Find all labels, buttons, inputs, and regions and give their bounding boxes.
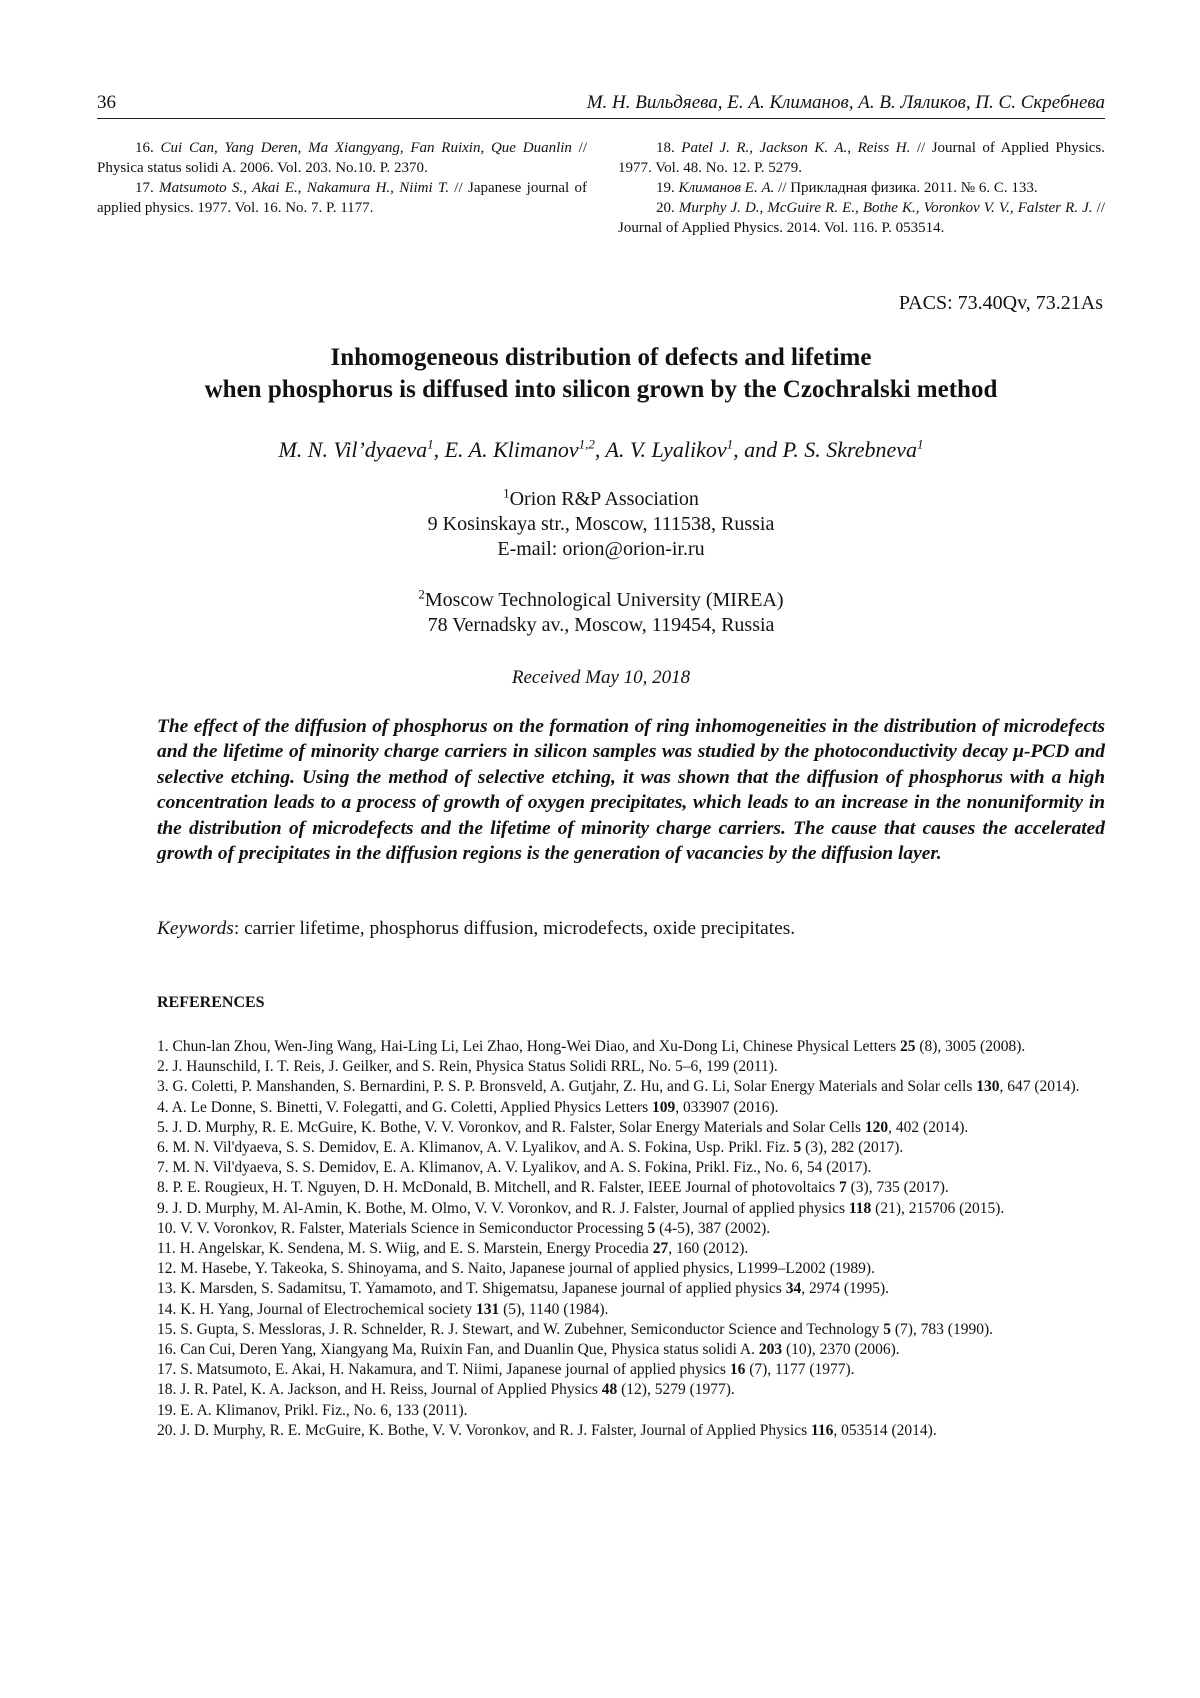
title-line-1: Inhomogeneous distribution of defects and lifetime bbox=[97, 342, 1105, 374]
reference-item: 7. M. N. Vil'dyaeva, S. S. Demidov, E. A. Klimanov, A. V. Lyalikov, and A. S. Fokina, Prikl. Fiz., No. 6, 54 (2017). bbox=[157, 1158, 1105, 1178]
affiliation-email: E-mail: orion@orion-ir.ru bbox=[97, 537, 1105, 562]
prev-reference-18: 18. Patel J. R., Jackson K. A., Reiss H. // Journal of Applied Physics. 1977. Vol. 48. No. 12. P. 5279. bbox=[618, 138, 1105, 178]
affiliation-1: 1Orion R&P Association 9 Kosinskaya str., Moscow, 111538, Russia E-mail: orion@orion-ir.ru bbox=[97, 487, 1105, 562]
reference-item: 4. A. Le Donne, S. Binetti, V. Folegatti, and G. Coletti, Applied Physics Letters 109, 033907 (2016). bbox=[157, 1098, 1105, 1118]
author-name: A. V. Lyalikov bbox=[606, 437, 727, 462]
reference-item: 13. K. Marsden, S. Sadamitsu, T. Yamamoto, and T. Shigematsu, Japanese journal of applied physics 34, 2974 (1995). bbox=[157, 1279, 1105, 1299]
title-line-2: when phosphorus is diffused into silicon grown by the Czochralski method bbox=[97, 374, 1105, 406]
document-page bbox=[0, 0, 1200, 1698]
affiliation-2: 2Moscow Technological University (MIREA) 78 Vernadsky av., Moscow, 119454, Russia bbox=[97, 588, 1105, 638]
author-list: M. N. Vil’dyaeva1, E. A. Klimanov1,2, A. V. Lyalikov1, and P. S. Skrebneva1 bbox=[97, 437, 1105, 463]
reference-item: 12. M. Hasebe, Y. Takeoka, S. Shinoyama, and S. Naito, Japanese journal of applied physics, L1999–L2002 (1989). bbox=[157, 1259, 1105, 1279]
reference-item: 17. S. Matsumoto, E. Akai, H. Nakamura, and T. Niimi, Japanese journal of applied physics 16 (7), 1177 (1977). bbox=[157, 1360, 1105, 1380]
reference-item: 11. H. Angelskar, K. Sendena, M. S. Wiig, and E. S. Marstein, Energy Procedia 27, 160 (2012). bbox=[157, 1239, 1105, 1259]
keywords bbox=[157, 918, 1105, 940]
article-title bbox=[97, 342, 1105, 406]
reference-item: 6. M. N. Vil'dyaeva, S. S. Demidov, E. A. Klimanov, A. V. Lyalikov, and A. S. Fokina, Usp. Prikl. Fiz. 5 (3), 282 (2017). bbox=[157, 1138, 1105, 1158]
keywords-label: Keywords bbox=[157, 918, 234, 939]
reference-item: 19. E. A. Klimanov, Prikl. Fiz., No. 6, 133 (2011). bbox=[157, 1401, 1105, 1421]
previous-references-right-column bbox=[618, 138, 1105, 238]
reference-item: 1. Chun-lan Zhou, Wen-Jing Wang, Hai-Ling Li, Lei Zhao, Hong-Wei Diao, and Xu-Dong Li, Chinese Physical Letters 25 (8), 3005 (2008). bbox=[157, 1037, 1105, 1057]
pacs-codes: PACS: 73.40Qv, 73.21As bbox=[899, 292, 1103, 315]
reference-item: 2. J. Haunschild, I. T. Reis, J. Geilker, and S. Rein, Physica Status Solidi RRL, No. 5–6, 199 (2011). bbox=[157, 1057, 1105, 1077]
reference-item: 8. P. E. Rougieux, H. T. Nguyen, D. H. McDonald, B. Mitchell, and R. Falster, IEEE Journal of photovoltaics 7 (3), 735 (2017). bbox=[157, 1178, 1105, 1198]
page-number: 36 bbox=[97, 92, 116, 114]
author-name: E. A. Klimanov bbox=[445, 437, 579, 462]
references-heading: REFERENCES bbox=[157, 994, 265, 1012]
received-date: Received May 10, 2018 bbox=[97, 667, 1105, 689]
reference-item: 16. Can Cui, Deren Yang, Xiangyang Ma, Ruixin Fan, and Duanlin Que, Physica status solidi A. 203 (10), 2370 (2006). bbox=[157, 1340, 1105, 1360]
reference-item: 9. J. D. Murphy, M. Al-Amin, K. Bothe, M. Olmo, V. V. Voronkov, and R. J. Falster, Journal of applied physics 118 (21), 215706 (2015). bbox=[157, 1199, 1105, 1219]
affiliation-name: Orion R&P Association bbox=[510, 488, 699, 510]
prev-reference-17: 17. Matsumoto S., Akai E., Nakamura H., Niimi T. // Japanese journal of applied physics. 1977. Vol. 16. No. 7. P. 1177. bbox=[97, 178, 587, 218]
prev-reference-20: 20. Murphy J. D., McGuire R. E., Bothe K., Voronkov V. V., Falster R. J. // Journal of Applied Physics. 2014. Vol. 116. P. 053514. bbox=[618, 198, 1105, 238]
affiliation-name: Moscow Technological University (MIREA) bbox=[425, 589, 784, 611]
previous-references-left-column bbox=[97, 138, 587, 218]
affiliation-address: 9 Kosinskaya str., Moscow, 111538, Russia bbox=[97, 512, 1105, 537]
prev-reference-19: 19. Климанов Е. А. // Прикладная физика. 2011. № 6. С. 133. bbox=[618, 178, 1105, 198]
reference-item: 5. J. D. Murphy, R. E. McGuire, K. Bothe, V. V. Voronkov, and R. Falster, Solar Energy Materials and Solar Cells 120, 402 (2014). bbox=[157, 1118, 1105, 1138]
reference-item: 20. J. D. Murphy, R. E. McGuire, K. Bothe, V. V. Voronkov, and R. J. Falster, Journal of Applied Physics 116, 053514 (2014). bbox=[157, 1421, 1105, 1441]
running-header bbox=[97, 92, 1105, 119]
reference-item: 3. G. Coletti, P. Manshanden, S. Bernardini, P. S. P. Bronsveld, A. Gutjahr, Z. Hu, and G. Li, Solar Energy Materials and Solar cells 130, 647 (2014). bbox=[157, 1077, 1105, 1097]
affiliation-address: 78 Vernadsky av., Moscow, 119454, Russia bbox=[97, 613, 1105, 638]
abstract: The effect of the diffusion of phosphorus on the formation of ring inhomogeneities in the distribution of microdefects and the lifetime of minority charge carriers in silicon samples was studied by the photoconductivity decay μ-PCD and selective etching. Using the method of selective etching, it was shown that the diffusion of phosphorus with a high concentration leads to a process of growth of oxygen precipitates, which leads to an increase in the nonuniformity in the distribution of microdefects and the lifetime of minority charge carriers. The cause that causes the accelerated growth of precipitates in the diffusion regions is the generation of vacancies by the diffusion layer. bbox=[157, 714, 1105, 866]
reference-item: 10. V. V. Voronkov, R. Falster, Materials Science in Semiconductor Processing 5 (4-5), 387 (2002). bbox=[157, 1219, 1105, 1239]
running-header-authors: М. Н. Вильдяева, Е. А. Климанов, А. В. Ляликов, П. С. Скребнева bbox=[587, 92, 1105, 114]
prev-reference-16: 16. Cui Can, Yang Deren, Ma Xiangyang, Fan Ruixin, Que Duanlin // Physica status solidi A. 2006. Vol. 203. No.10. P. 2370. bbox=[97, 138, 587, 178]
reference-item: 18. J. R. Patel, K. A. Jackson, and H. Reiss, Journal of Applied Physics 48 (12), 5279 (1977). bbox=[157, 1380, 1105, 1400]
reference-item: 14. K. H. Yang, Journal of Electrochemical society 131 (5), 1140 (1984). bbox=[157, 1300, 1105, 1320]
reference-item: 15. S. Gupta, S. Messloras, J. R. Schnelder, R. J. Stewart, and W. Zubehner, Semiconductor Science and Technology 5 (7), 783 (1990). bbox=[157, 1320, 1105, 1340]
keywords-text: : carrier lifetime, phosphorus diffusion, microdefects, oxide precipitates. bbox=[234, 918, 795, 939]
author-name: M. N. Vil’dyaeva bbox=[278, 437, 427, 462]
author-name: P. S. Skrebneva bbox=[783, 437, 917, 462]
references-list bbox=[157, 1037, 1105, 1441]
